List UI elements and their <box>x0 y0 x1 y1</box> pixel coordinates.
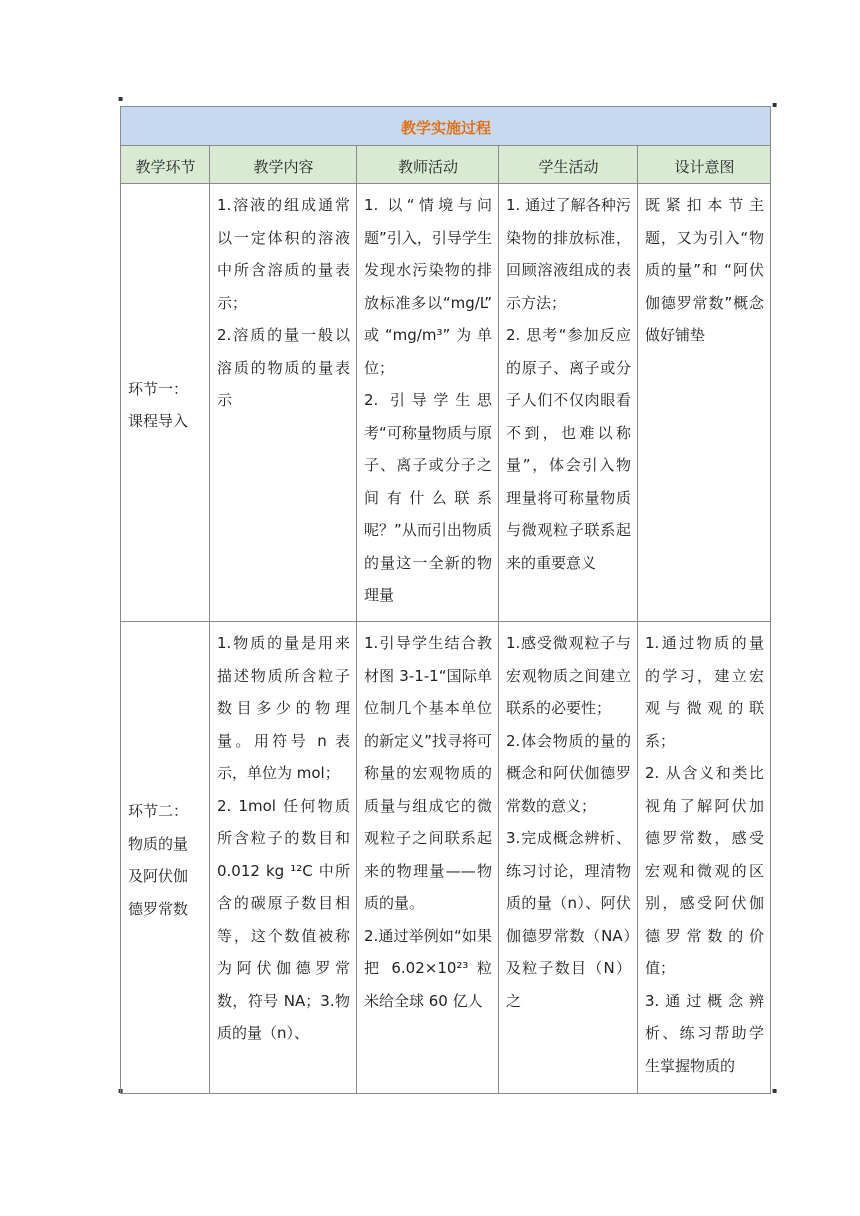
table-header-row <box>121 145 771 184</box>
student-cell <box>499 184 638 622</box>
content-text: 1.溶液的组成通常以一定体积的溶液中所含溶质的量表示； 2.溶质的量一般以溶质的物质的量表示 <box>217 196 350 409</box>
corner-mark: ▪ <box>118 94 124 103</box>
stage-text: 环节一： 课程导入 <box>128 379 189 430</box>
content-text: 1.物质的量是用来描述物质所含粒子数目多少的物理量。用符号 n 表示，单位为 mol； 2. 1mol 任何物质所含粒子的数目和 0.012 kg ¹²C 中所含的碳原子数目相等，这个数值被称为阿伏伽德罗常数，符号 NA；3.物质的量（n）、 <box>217 634 350 1042</box>
content-cell <box>210 622 357 1094</box>
header-content: 教学内容 <box>210 145 357 184</box>
teacher-text: 1. 以“情境与问题”引入，引导学生发现水污染物的排放标准多以“mg/L” 或“mg/m³”为单位； 2. 引导学生思考“可称量物质与原子、离子或分子之间有什么联系呢？”从而引出物质的量这一全新的物理量 <box>364 196 492 604</box>
table-title-row <box>121 107 771 146</box>
intent-text: 既紧扣本节主题，又为引入“物质的量”和 “阿伏伽德罗常数”概念做好铺垫 <box>645 196 765 344</box>
table-row <box>121 184 771 622</box>
corner-mark: ▪ <box>772 1086 778 1095</box>
stage-cell <box>121 622 210 1094</box>
intent-cell <box>638 622 771 1094</box>
stage-text: 环节二： 物质的量 及阿伏伽 德罗常数 <box>128 802 189 918</box>
corner-mark: ▪ <box>118 1086 124 1095</box>
header-teacher: 教师活动 <box>357 145 499 184</box>
teaching-process-table <box>120 106 771 1094</box>
teacher-cell <box>357 184 499 622</box>
intent-cell <box>638 184 771 622</box>
header-stage: 教学环节 <box>121 145 210 184</box>
teacher-cell <box>357 622 499 1094</box>
header-student: 学生活动 <box>499 145 638 184</box>
intent-text: 1.通过物质的量的学习，建立宏观与微观的联系； 2. 从含义和类比视角了解阿伏加德罗常数，感受宏观和微观的区别，感受阿伏伽德罗常数的价值； 3.通过概念辨析、练习帮助学生掌握物质的 <box>645 634 765 1075</box>
student-cell <box>499 622 638 1094</box>
teacher-text: 1.引导学生结合教材图 3-1-1“国际单位制几个基本单位的新定义”找寻将可称量的宏观物质的质量与组成它的微观粒子之间联系起来的物理量——物质的量。 2.通过举例如“如果把 6.02×10²³ 粒米给全球 60 亿人 <box>364 634 492 1010</box>
student-text: 1. 通过了解各种污染物的排放标准，回顾溶液组成的表示方法； 2. 思考“参加反应的原子、离子或分子人们不仅肉眼看不到，也难以称量”，体会引入物理量将可称量物质与微观粒子联系起来的重要意义 <box>506 196 631 572</box>
table-row <box>121 622 771 1094</box>
table-title: 教学实施过程 <box>121 107 771 146</box>
corner-mark: ▪ <box>772 100 778 109</box>
stage-cell <box>121 184 210 622</box>
content-cell <box>210 184 357 622</box>
student-text: 1.感受微观粒子与宏观物质之间建立联系的必要性； 2.体会物质的量的概念和阿伏伽德罗常数的意义； 3.完成概念辨析、练习讨论，理清物质的量（n）、阿伏伽德罗常数（NA）及粒子数目（N）之 <box>506 634 631 1010</box>
header-intent: 设计意图 <box>638 145 771 184</box>
